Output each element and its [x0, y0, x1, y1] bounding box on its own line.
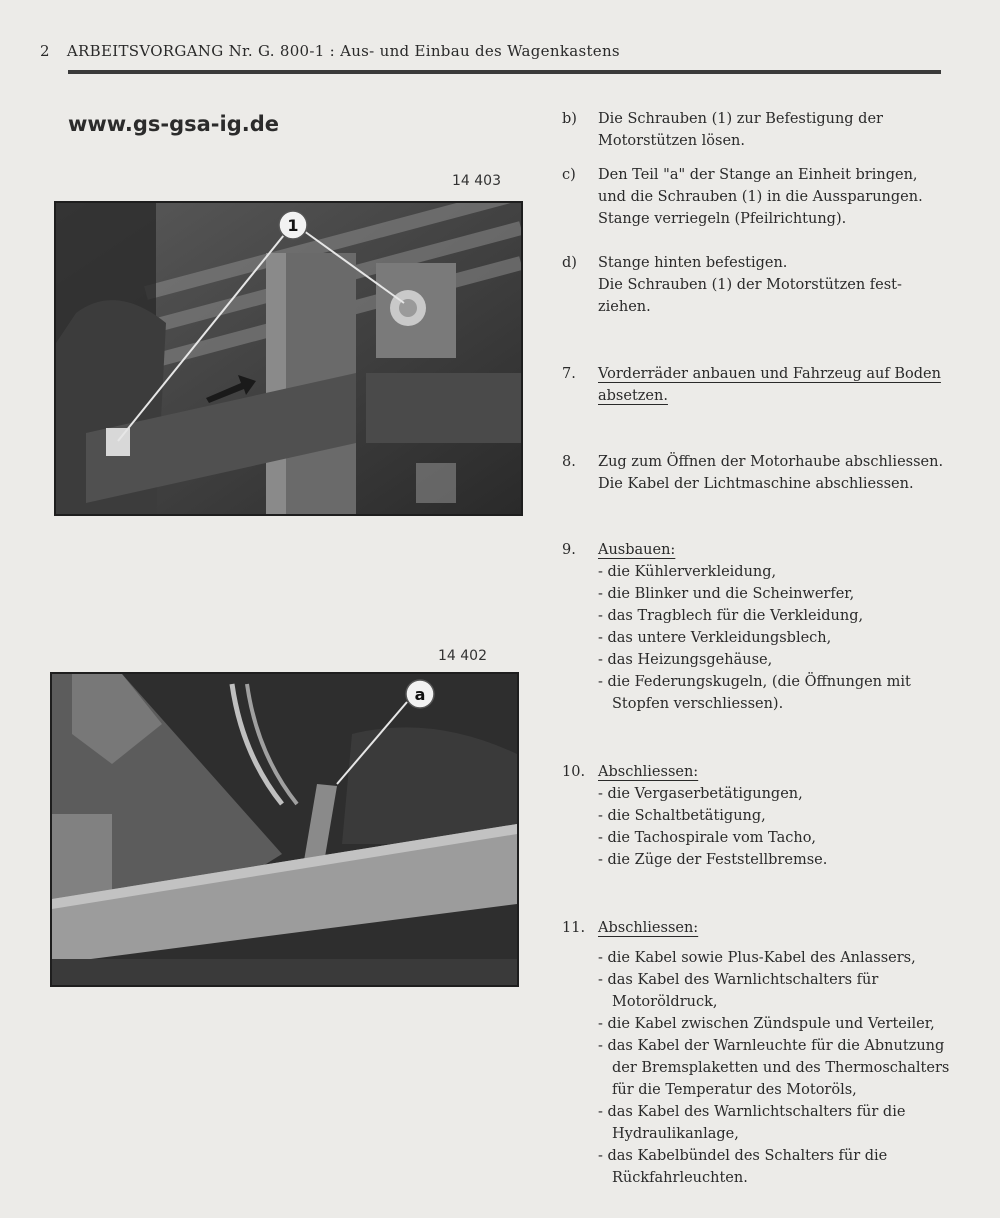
list-item: - die Vergaserbetätigungen, [598, 786, 803, 802]
photo-14403 [54, 201, 523, 516]
watermark-url: www.gs-gsa-ig.de [68, 112, 279, 136]
list-item: - die Züge der Feststellbremse. [598, 852, 828, 868]
list-item: - das Tragblech für die Verkleidung, [598, 608, 864, 624]
list-item: - das Kabel des Warnlichtschalters für die Hydraulikanlage, [598, 1104, 906, 1142]
step-8 [562, 451, 962, 495]
header-rule [68, 70, 941, 74]
step-b [562, 108, 962, 152]
list-item: - die Blinker und die Scheinwerfer, [598, 586, 855, 602]
step-line: Motorstützen lösen. [598, 133, 746, 149]
list-item: - das untere Verkleidungsblech, [598, 630, 832, 646]
step-label: 11. [562, 920, 586, 936]
callout-a: a [414, 685, 426, 704]
step-c [562, 164, 962, 230]
step-heading-line: Vorderräder anbauen und Fahrzeug auf Boden [598, 366, 941, 382]
list-item: - die Kabel zwischen Zündspule und Verteiler, [598, 1016, 935, 1032]
list-item: - die Schaltbetätigung, [598, 808, 766, 824]
step-line: ziehen. [598, 299, 651, 315]
list-item: - die Kühlerverkleidung, [598, 564, 777, 580]
step-heading: Ausbauen: [598, 542, 676, 558]
step-label: b) [562, 111, 577, 127]
photo-number-2: 14 402 [438, 648, 487, 664]
step-line: und die Schrauben (1) in die Aussparungen. [598, 189, 923, 205]
step-label: 8. [562, 454, 576, 470]
step-9 [562, 539, 962, 715]
step-line: Die Schrauben (1) der Motorstützen fest- [598, 277, 902, 293]
step-line: Zug zum Öffnen der Motorhaube abschliessen. [598, 454, 944, 470]
step-11 [562, 917, 962, 1189]
list-item: - die Federungskugeln, (die Öffnungen mit Stopfen verschliessen). [598, 674, 911, 712]
photo-number-1: 14 403 [452, 173, 501, 189]
list-item: - die Tachospirale vom Tacho, [598, 830, 817, 846]
page-number: 2 [40, 42, 50, 60]
step-line: Stange hinten befestigen. [598, 255, 788, 271]
step-9-list [598, 561, 962, 715]
photo-14402 [50, 672, 519, 987]
step-heading: Abschliessen: [598, 764, 699, 780]
step-label: 7. [562, 366, 576, 382]
photo-14402-illustration [52, 674, 517, 985]
photo-14403-illustration [56, 203, 521, 514]
step-label: c) [562, 167, 576, 183]
step-line: Die Schrauben (1) zur Befestigung der [598, 111, 883, 127]
step-line: Den Teil "a" der Stange an Einheit bringen, [598, 167, 918, 183]
step-heading-line: absetzen. [598, 388, 668, 404]
step-label: 10. [562, 764, 586, 780]
page-header [40, 42, 940, 60]
step-heading: Abschliessen: [598, 920, 699, 936]
list-item: - das Heizungsgehäuse, [598, 652, 773, 668]
step-label: d) [562, 255, 577, 271]
step-line: Stange verriegeln (Pfeilrichtung). [598, 211, 847, 227]
step-d [562, 252, 962, 318]
step-line: Die Kabel der Lichtmaschine abschliessen. [598, 476, 914, 492]
list-item: - das Kabel des Warnlichtschalters für Motoröldruck, [598, 972, 879, 1010]
list-item: - das Kabel der Warnleuchte für die Abnutzung der Bremsplaketten und des Thermoschalters für die Temperatur des Motoröls, [598, 1038, 950, 1098]
step-10 [562, 761, 962, 871]
callout-1: 1 [287, 216, 299, 235]
step-label: 9. [562, 542, 576, 558]
step-11-list [598, 947, 962, 1189]
page-title: ARBEITSVORGANG Nr. G. 800-1 : Aus- und Einbau des Wagenkastens [66, 42, 620, 60]
step-10-list [598, 783, 962, 871]
step-7 [562, 363, 962, 407]
list-item: - die Kabel sowie Plus-Kabel des Anlassers, [598, 950, 916, 966]
list-item: - das Kabelbündel des Schalters für die Rückfahrleuchten. [598, 1148, 888, 1186]
